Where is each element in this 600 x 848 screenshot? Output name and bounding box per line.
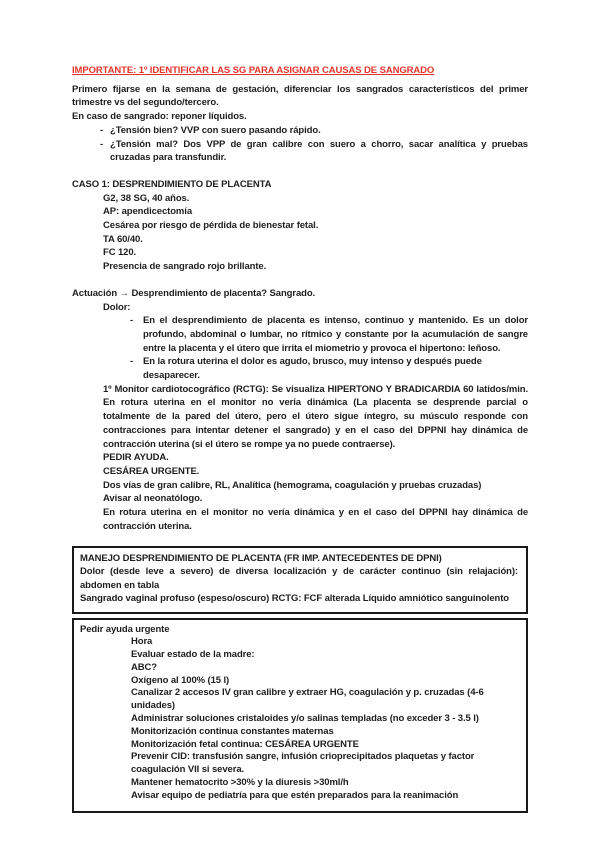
manejo-step: Evaluar estado de la madre: bbox=[131, 649, 255, 661]
tension-bullet bbox=[100, 138, 528, 165]
intro-liquids-line: En caso de sangrado: reponer líquidos. bbox=[72, 111, 247, 123]
manejo-box-body bbox=[72, 618, 528, 813]
actuacion-body bbox=[103, 383, 528, 534]
intro-paragraph: Primero fijarse en la semana de gestación, diferenciar los sangrados característicos del primer trimestre vs del segundo/tercero. bbox=[72, 83, 528, 109]
caso1-section bbox=[72, 178, 528, 274]
manejo-step: Avisar equipo de pediatría para que estén preparados para la reanimación bbox=[131, 789, 459, 801]
manejo-step: Canalizar 2 accesos IV gran calibre y extraer HG, coagulación y p. cruzadas (4-6 unidades) bbox=[131, 687, 484, 712]
action-step-line: Avisar al neonatólogo. bbox=[103, 493, 203, 505]
case-detail-line: Cesárea por riesgo de pérdida de bienestar fetal. bbox=[103, 220, 319, 232]
manejo-dolor-line: Dolor (desde leve a severo) de diversa localización y de carácter continuo (sin relajación): abdomen en tabla bbox=[80, 566, 518, 591]
manejo-step: Monitorización continua constantes maternas bbox=[131, 725, 334, 737]
caso1-heading: CASO 1: DESPRENDIMIENTO DE PLACENTA bbox=[72, 178, 272, 190]
manejo-step: Mantener hematocrito >30% y la diuresis >30ml/h bbox=[131, 777, 349, 789]
dolor-bullet-text: En la rotura uterina el dolor es agudo, brusco, muy intenso y después puede desaparecer. bbox=[143, 356, 482, 382]
manejo-step: Monitorización fetal continua: CESÁREA URGENTE bbox=[131, 738, 359, 750]
manejo-step: Administrar soluciones cristaloides y/o salinas templadas (no exceder 3 - 3.5 l) bbox=[131, 713, 479, 725]
dash-bullet: - bbox=[130, 356, 134, 368]
important-heading: IMPORTANTE: 1º IDENTIFICAR LAS SG PARA ASIGNAR CAUSAS DE SANGRADO bbox=[72, 65, 435, 76]
tension-bullet bbox=[100, 124, 528, 138]
case-detail-line: TA 60/40. bbox=[103, 233, 143, 245]
dash-bullet: - bbox=[100, 124, 104, 136]
rotura-paragraph: En rotura uterina en el monitor no vería dinámica y en el caso del DPPNI hay dinámica de contracción uterina. bbox=[103, 507, 528, 532]
tension-bullet-text: ¿Tensión mal? Dos VPP de gran calibre con suero a chorro, sacar analítica y pruebas cruzadas para transfundir. bbox=[110, 138, 528, 164]
case-detail-line: AP: apendicectomía bbox=[103, 206, 193, 218]
manejo-steps bbox=[131, 636, 518, 802]
dash-bullet: - bbox=[100, 138, 104, 150]
dolor-label: Dolor: bbox=[103, 301, 131, 313]
case-detail-line: G2, 38 SG, 40 años. bbox=[103, 192, 190, 204]
actuacion-section bbox=[72, 287, 528, 534]
manejo-step: Hora bbox=[131, 636, 153, 648]
manejo-title: MANEJO DESPRENDIMIENTO DE PLACENTA (FR IMP. ANTECEDENTES DE DPNI) bbox=[80, 552, 442, 564]
dolor-bullet bbox=[130, 355, 528, 382]
manejo-step: Prevenir CID: transfusión sangre, infusión crioprecipitados plaquetas y factor coagulación VII si severa. bbox=[131, 751, 475, 776]
manejo-sangrado-line: Sangrado vaginal profuso (espeso/oscuro) RCTG: FCF alterada Líquido amniótico sanguinolento bbox=[80, 593, 509, 604]
action-step-line: Dos vías de gran calibre, RL, Analítica (hemograma, coagulación y pruebas cruzadas) bbox=[103, 479, 482, 491]
case-detail-line: Presencia de sangrado rojo brillante. bbox=[103, 261, 267, 273]
dolor-bullet bbox=[130, 314, 528, 355]
dash-bullet: - bbox=[130, 315, 134, 327]
manejo-step: ABC? bbox=[131, 661, 157, 673]
tension-bullet-text: ¿Tensión bien? VVP con suero pasando rápido. bbox=[110, 124, 321, 136]
dolor-bullet-text: En el desprendimiento de placenta es intenso, continuo y mantenido. Es un dolor profundo, abdominal o lumbar, no rítmico y constante por la acumulación de sangre entre la placenta y el útero que irrita el miometrio y provoca el hipertono: leñoso. bbox=[143, 315, 528, 354]
action-step-line: PEDIR AYUDA. bbox=[103, 452, 169, 464]
manejo-box-header bbox=[72, 546, 528, 614]
caso1-details bbox=[103, 192, 528, 274]
monitor-paragraph: 1º Monitor cardiotocográfico (RCTG): Se visualiza HIPERTONO Y BRADICARDIA 60 latidos/min. En rotura uterina en el monitor no vería dinámica (La placenta se desprende parcial o totalmente de la pared del útero, pero el útero sigue íntegro, su músculo responde con contracciones para intentar detener el sangrado) y en el caso del DPPNI hay dinámica de contracción uterina (si el útero se rompe ya no puede contraerse). bbox=[103, 383, 528, 450]
action-step-line: CESÁREA URGENTE. bbox=[103, 465, 200, 477]
manejo-step: Oxígeno al 100% (15 l) bbox=[131, 674, 230, 686]
case-detail-line: FC 120. bbox=[103, 247, 137, 259]
actuacion-heading: Actuación → Desprendimiento de placenta? Sangrado. bbox=[72, 287, 316, 299]
manejo-box bbox=[72, 546, 528, 813]
manejo-lead: Pedir ayuda urgente bbox=[80, 623, 170, 635]
